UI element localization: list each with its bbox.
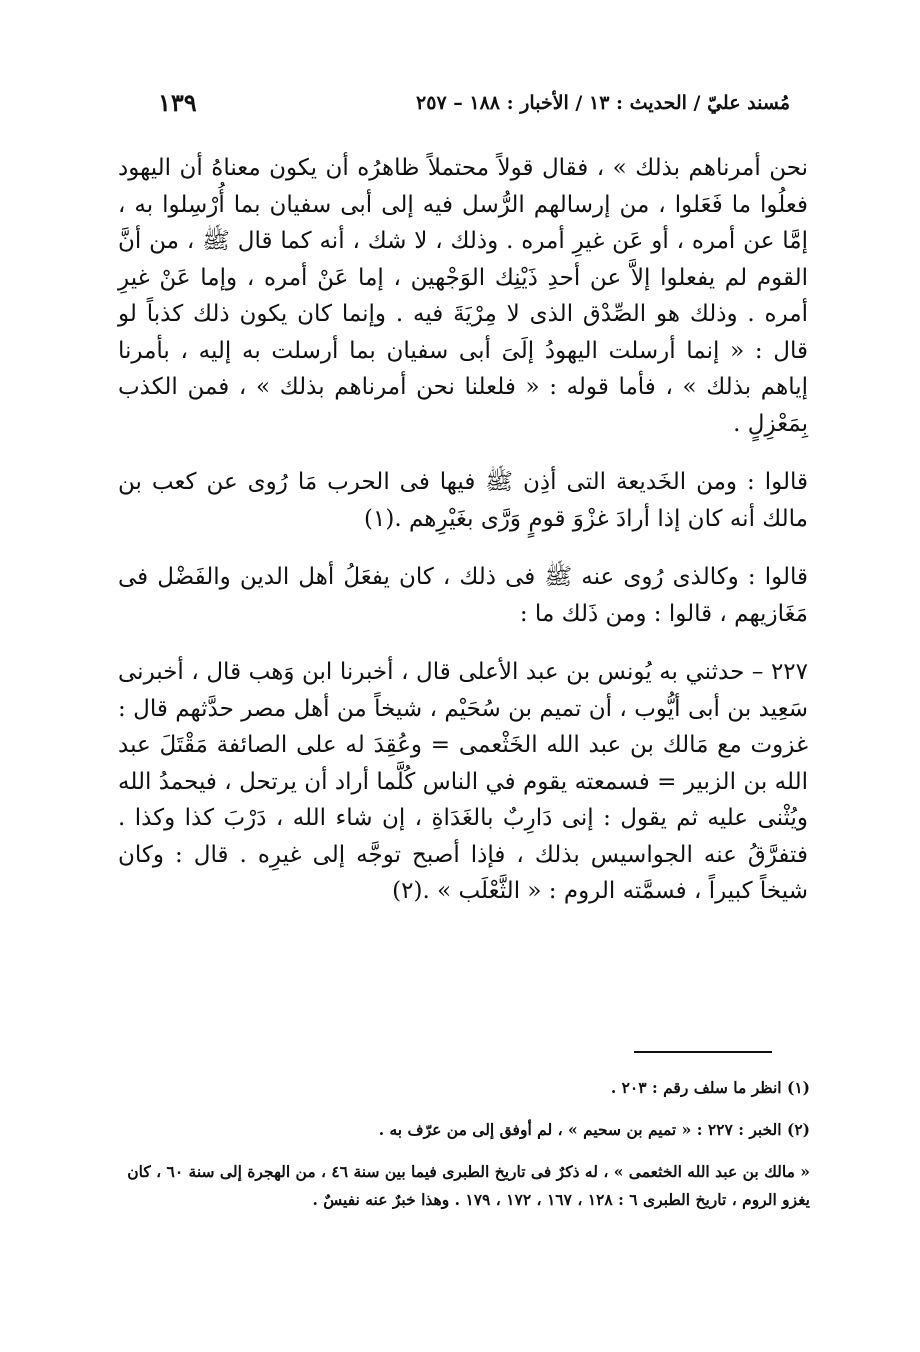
paragraph: قالوا : وكالذى رُوى عنه ﷺ فى ذلك ، كان يفعَلُ أهل الدين والفَضْل فى مَغَازيهم ، قالوا : ومن ذَلك ما : (118, 564, 808, 627)
paragraph: نحن أمرناهم بذلك » ، فقال قولاً محتملاً ظاهرُه أن يكون معناهُ أن اليهود فعلُوا ما فَعَلوا ، من إرسالهم الرُّسل فيه إلى أبى سفيان بما أُرْسِلوا به ، إمَّا عن أمره ، أو عَن غيرِ أمره . وذلك ، لا شك ، أنه كما قال ﷺ ، من أنَّ القوم لم يفعلوا إلاَّ عن أحدِ ذَيْنِك الوَجْهين ، إما عَنْ أمره ، وإما عَنْ غيرِ أمره . وذلك هو الصِّدْق الذى لا مِرْيَةَ فيه . وإنما كان يكون ذلك كذباً لو قال : « إنما أرسلت اليهودُ إلَىَ أبى سفيان بما أرسلت به إليه ، بأمرنا إياهم بذلك » ، فأما قوله : « فلعلنا نحن أمرناهم بذلك » ، فمن الكذب بِمَعْزِلٍ . (118, 155, 808, 437)
main-text (118, 150, 808, 910)
footnote: (١) انظر ما سلف رقم : ٢٠٣ . (610, 1078, 810, 1097)
paragraph: ٢٢٧ – حدثني به يُونس بن عبد الأعلى قال ، أخبرنا ابن وَهب قال ، أخبرنى سَعِيد بن أبى أيُّوب ، أن تميم بن سُحَيْم ، شيخاً من أهل مصر حدَّثهم قال : غزوت مع مَالك بن عبد الله الخَثْعمى = وعُقِدَ له على الصائفة مَقْتَلَ عبد الله بن الزبير = فسمعته يقوم في الناس كُلَّما أراد أن يرتحل ، فيحمدُ الله ويُثْنى عليه ثم يقول : إنى دَارِبٌ بالغَدَاةِ ، إن شاء الله ، دَرْبَ كذا وكذا . فتفرَّقُ عنه الجواسيس بذلك ، فإذا أصبح توجَّه إلى غيرِه . قال : وكان شيخاً كبيراً ، فسمَّته الروم : « الثَّعْلَب » .(٢) (118, 659, 808, 904)
footnote-divider (634, 1051, 772, 1053)
footnote-continuation: « مالك بن عبد الله الخثعمى » ، له ذكرٌ فى تاريخ الطبرى فيما بين سنة ٤٦ ، من الهجرة إلى سنة ٦٠ ، كان يغزو الروم ، تاريخ الطبرى ٦ : ١٢٨ ، ١٦٧ ، ١٧٢ ، ١٧٩ . وهذا خبرٌ عنه نفيسٌ . (127, 1162, 810, 1209)
page-header (150, 86, 790, 120)
footnotes (112, 1074, 810, 1214)
paragraph: قالوا : ومن الخَديعة التى أذِن ﷺ فيها فى الحرب مَا رُوى عن كعب بن مالك أنه كان إذا أرادَ غزْوَ قومٍ وَرَّى بغَيْرِهم .(١) (118, 469, 808, 532)
running-title: مُسند عليّ / الحديث : ١٣ / الأخبار : ١٨٨ – ٢٥٧ (416, 92, 790, 114)
page-number: ١٣٩ (158, 88, 197, 117)
footnote: (٢) الخبر : ٢٢٧ : « تميم بن سحيم » ، لم أوفق إلى من عرّف به . (378, 1120, 810, 1139)
